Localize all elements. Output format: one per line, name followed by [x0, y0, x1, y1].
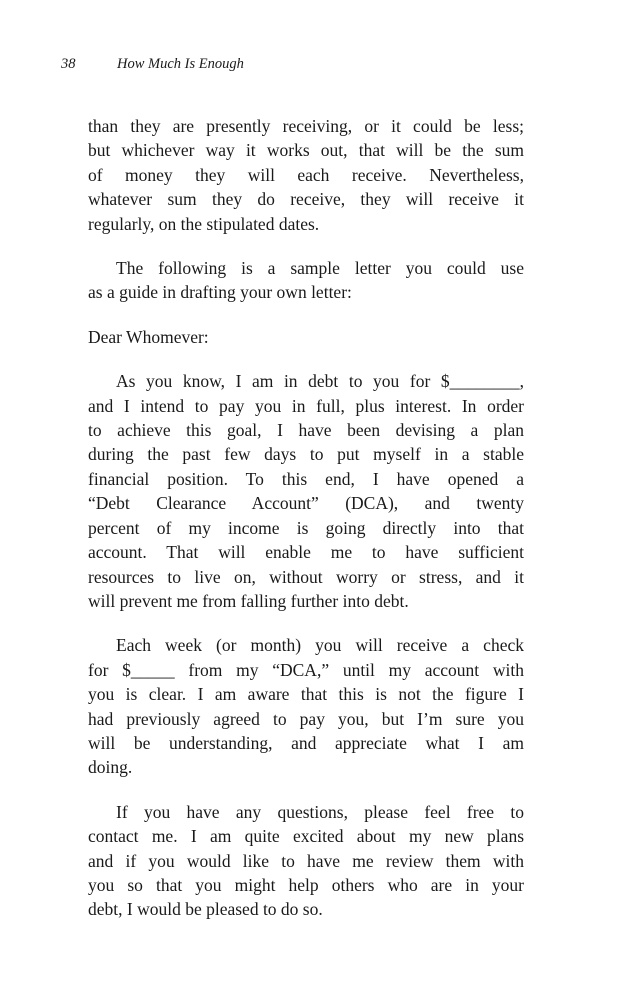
text-line: but whichever way it works out, that will be the sum — [88, 140, 524, 161]
paragraph — [88, 369, 524, 613]
text-line: regularly, on the stipulated dates. — [88, 213, 320, 234]
text-line: of money they will each receive. Nevertheless, — [88, 164, 524, 185]
text-line: and if you would like to have me review them with — [88, 850, 524, 871]
body-text — [88, 114, 524, 922]
text-line: contact me. I am quite excited about my new plans — [88, 826, 524, 847]
text-line: percent of my income is going directly into that — [88, 517, 524, 538]
text-line: debt, I would be pleased to do so. — [88, 899, 323, 920]
text-line: as a guide in drafting your own letter: — [88, 282, 352, 303]
text-line: The following is a sample letter you could use — [116, 258, 524, 279]
text-line: “Debt Clearance Account” (DCA), and twenty — [88, 493, 524, 514]
text-line: will be understanding, and appreciate what I am — [88, 732, 524, 753]
paragraph — [88, 800, 524, 922]
text-line: whatever sum they do receive, they will receive it — [88, 189, 524, 210]
paragraph-gap — [88, 349, 524, 369]
book-title: How Much Is Enough — [117, 56, 244, 72]
paragraph — [88, 256, 524, 305]
text-line: resources to live on, without worry or stress, and it — [88, 566, 524, 587]
paragraph-gap — [88, 305, 524, 325]
text-line: If you have any questions, please feel free to — [116, 801, 524, 822]
text-line: Dear Whomever: — [88, 326, 209, 347]
text-line: As you know, I am in debt to you for $________, — [116, 371, 524, 392]
paragraph-gap — [88, 780, 524, 800]
page-number: 38 — [61, 56, 76, 72]
letter-salutation — [88, 325, 524, 349]
text-line: will prevent me from falling further into debt. — [88, 590, 409, 611]
paragraph — [88, 633, 524, 779]
text-line: had previously agreed to pay you, but I’m sure you — [88, 708, 524, 729]
text-line: doing. — [88, 757, 133, 778]
running-head — [61, 56, 244, 73]
paragraph-gap — [88, 613, 524, 633]
text-line: financial position. To this end, I have opened a — [88, 468, 524, 489]
text-line: for $_____ from my “DCA,” until my account with — [88, 659, 524, 680]
text-line: you so that you might help others who are in your — [88, 874, 524, 895]
text-line: to achieve this goal, I have been devising a plan — [88, 420, 524, 441]
text-line: than they are presently receiving, or it could be less; — [88, 116, 524, 136]
text-line: and I intend to pay you in full, plus interest. In order — [88, 395, 524, 416]
paragraph — [88, 114, 524, 236]
text-line: account. That will enable me to have sufficient — [88, 542, 524, 563]
text-line: you is clear. I am aware that this is not the figure I — [88, 684, 524, 705]
text-line: Each week (or month) you will receive a check — [116, 635, 524, 656]
paragraph-gap — [88, 236, 524, 256]
text-line: during the past few days to put myself in a stable — [88, 444, 524, 465]
